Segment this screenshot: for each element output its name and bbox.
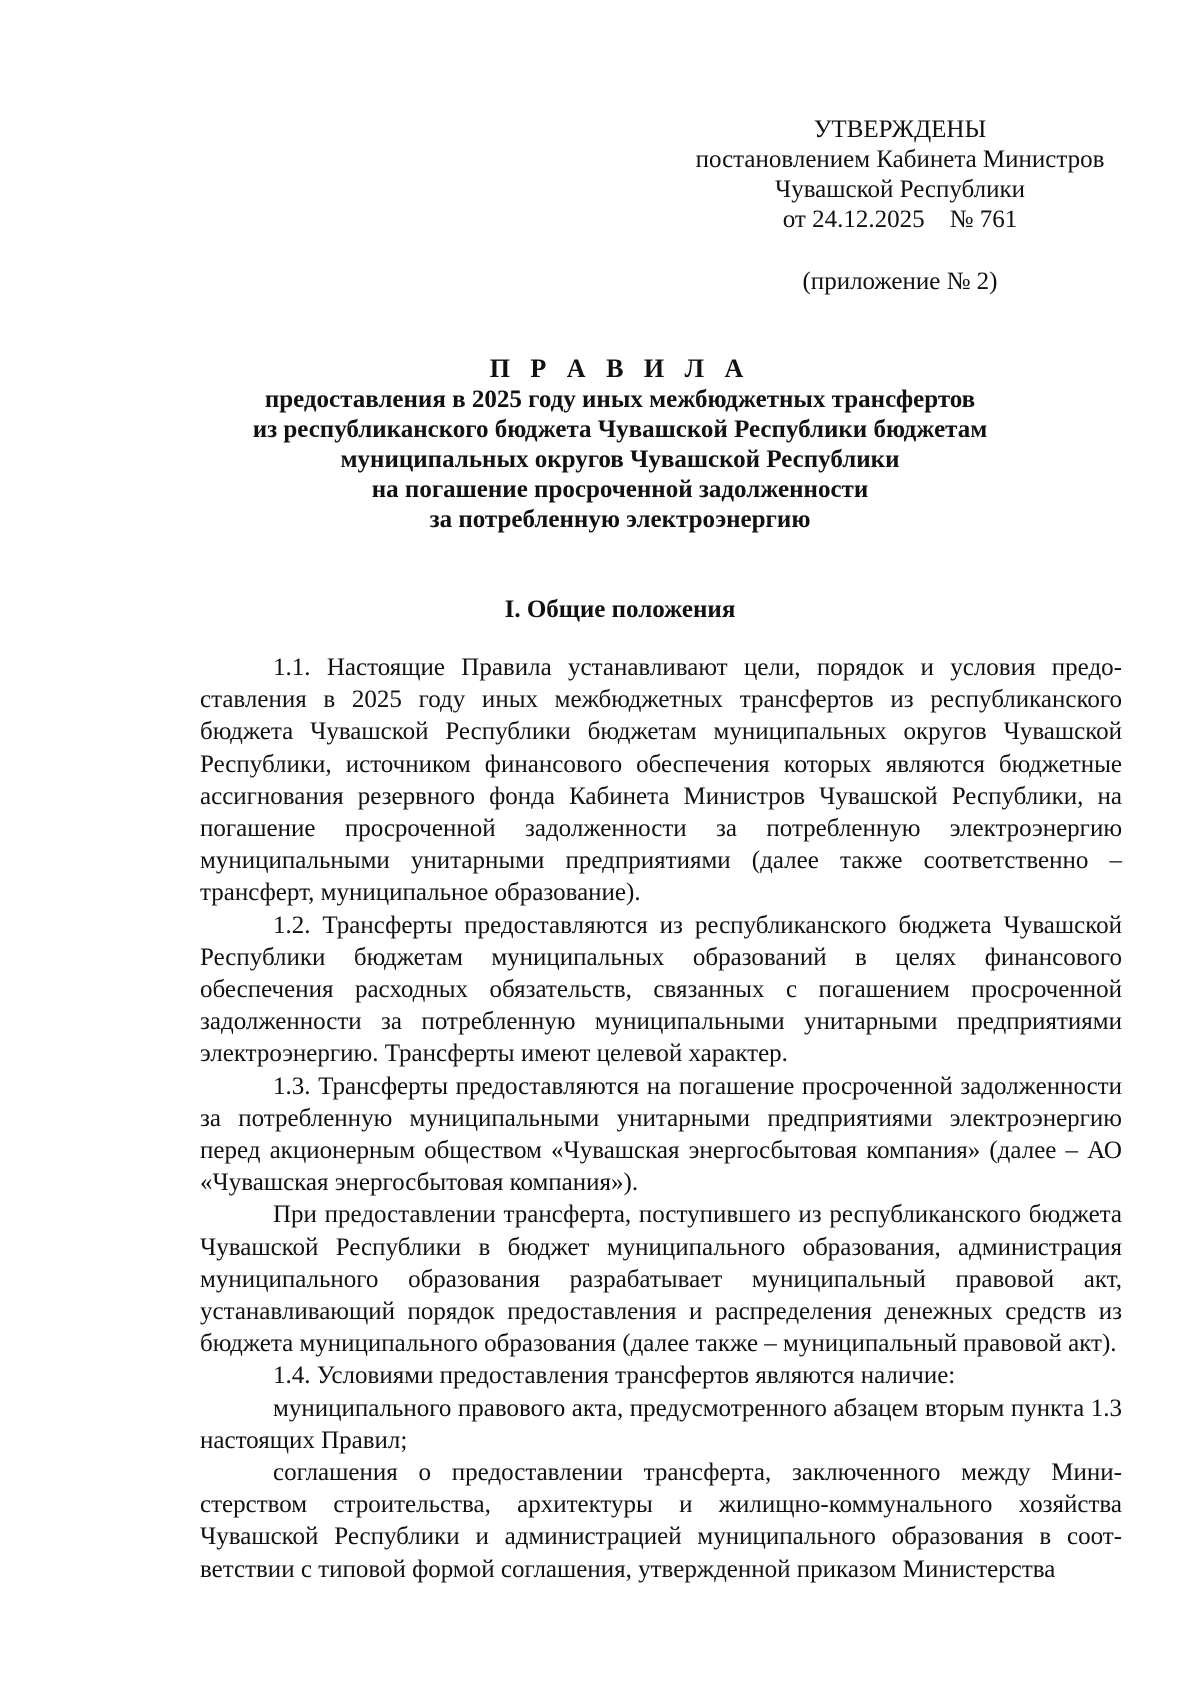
title-line: из республиканского бюджета Чувашской Республики бюджетам — [252, 416, 988, 443]
approval-issuer: постановлением Кабинета Министров — [695, 146, 1105, 173]
title-line: предоставления в 2025 году иных межбюджетных трансфертов — [264, 386, 976, 413]
paragraph-1-3-second: При предоставлении трансферта, поступившего из республиканского бюджета Чувашской Республики в бюджет муниципального образования, администрация муниципального образования разрабатывает муниципальный правовой акт, устанавливающий порядок предоставления и распределения денежных средств из бюджета муниципального образования (далее также – муниципальный правовой акт). — [200, 1201, 1122, 1358]
title-line: на погашение просроченной задолженности — [371, 476, 869, 503]
title-line: муниципальных округов Чувашской Республики — [340, 446, 900, 473]
title-line: за потребленную электроэнергию — [429, 506, 811, 533]
approval-republic: Чувашской Республики — [774, 176, 1026, 203]
document-title — [200, 354, 1040, 535]
approval-block — [680, 115, 1120, 297]
paragraph-1-4-item-2: соглашения о предоставлении трансферта, заключенного между Министерством строительства, архитектуры и жилищно-коммунального хозяйства Чувашской Республики и администрацией муниципального образования в соответствии с типовой формой соглашения, утвержденной приказом Министерства — [200, 1459, 1122, 1583]
approval-title: УТВЕРЖДЕНЫ — [813, 116, 987, 143]
paragraph-1-4-item-1: муниципального правового акта, предусмотренного абзацем вторым пункта 1.3 настоящих Правил; — [200, 1394, 1122, 1454]
title-main: П Р А В И Л А — [489, 354, 751, 383]
paragraph-1-3: 1.3. Трансферты предоставляются на погашение просроченной задолженности за потребленную муниципальными унитарными предприятиями электроэнергию перед акционерным обществом «Чувашская энергосбытовая компания» (далее – АО «Чувашская энергосбытовая компания»). — [200, 1072, 1122, 1197]
document-body — [200, 652, 1122, 1586]
paragraph-1-1: 1.1. Настоящие Правила устанавливают цели, порядок и условия предоставления в 2025 году иных межбюджетных трансфертов из республиканского бюджета Чувашской Республики бюджетам муниципальных округов Чувашской Республики, источником финансового обеспечения которых являются бюджетные ассигнования резервного фонда Кабинета Министров Чувашской Республики, на погашение просроченной задолженности за потребленную электроэнергию муниципальными унитарными предприятиями (далее также соответственно – трансферт, муниципальное образование). — [200, 654, 1122, 907]
appendix-label: (приложение № 2) — [802, 268, 998, 295]
paragraph-1-2: 1.2. Трансферты предоставляются из республиканского бюджета Чувашской Республики бюджетам муниципальных образований в целях финансового обеспечения расходных обязательств, связанных с погашением просроченной задолженности за потребленную муниципальными унитарными предприятиями электроэнергию. Трансферты имеют целевой характер. — [200, 911, 1122, 1068]
approval-date-number: от 24.12.2025 № 761 — [782, 206, 1018, 233]
paragraph-1-4: 1.4. Условиями предоставления трансфертов являются наличие: — [273, 1362, 956, 1390]
section-heading: I. Общие положения — [504, 596, 736, 623]
